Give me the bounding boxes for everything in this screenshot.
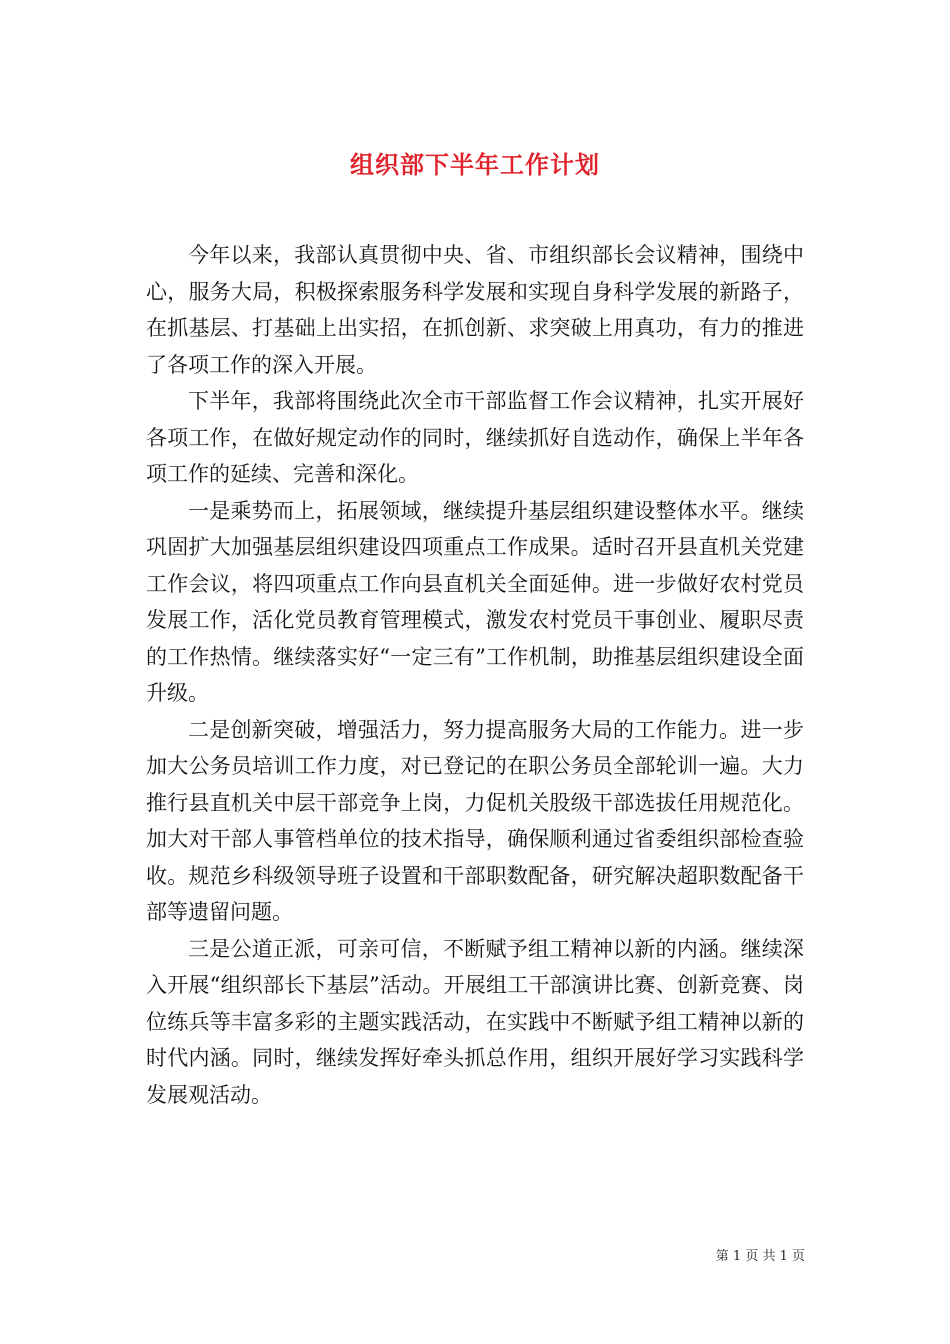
paragraph-point-two: 二是创新突破，增强活力，努力提高服务大局的工作能力。进一步加大公务员培训工作力度，对已登记的在职公务员全部轮训一遍。大力推行县直机关中层干部竞争上岗，力促机关股级干部选拔任用规范化。加大对干部人事管档单位的技术指导，确保顺利通过省委组织部检查验收。规范乡科级领导班子设置和干部职数配备，研究解决超职数配备干部等遗留问题。 (146, 717, 804, 924)
paragraph-second-half-plan: 下半年，我部将围绕此次全市干部监督工作会议精神，扎实开展好各项工作，在做好规定动作的同时，继续抓好自选动作，确保上半年各项工作的延续、完善和深化。 (146, 389, 804, 486)
document-body (146, 237, 804, 1113)
document-title: 组织部下半年工作计划 (350, 150, 600, 180)
paragraph-point-one: 一是乘势而上，拓展领域，继续提升基层组织建设整体水平。继续巩固扩大加强基层组织建设四项重点工作成果。适时召开县直机关党建工作会议，将四项重点工作向县直机关全面延伸。进一步做好农村党员发展工作，活化党员教育管理模式，激发农村党员干事创业、履职尽责的工作热情。继续落实好“一定三有”工作机制，助推基层组织建设全面升级。 (146, 498, 804, 705)
paragraph-intro: 今年以来，我部认真贯彻中央、省、市组织部长会议精神，围绕中心，服务大局，积极探索服务科学发展和实现自身科学发展的新路子，在抓基层、打基础上出实招，在抓创新、求突破上用真功，有力的推进了各项工作的深入开展。 (146, 243, 804, 377)
page-number-footer: 第 1 页 共 1 页 (715, 1249, 805, 1264)
paragraph-point-three: 三是公道正派，可亲可信，不断赋予组工精神以新的内涵。继续深入开展“组织部长下基层”活动。开展组工干部演讲比赛、创新竞赛、岗位练兵等丰富多彩的主题实践活动，在实践中不断赋予组工精神以新的时代内涵。同时，继续发挥好牵头抓总作用，组织开展好学习实践科学发展观活动。 (146, 936, 804, 1107)
